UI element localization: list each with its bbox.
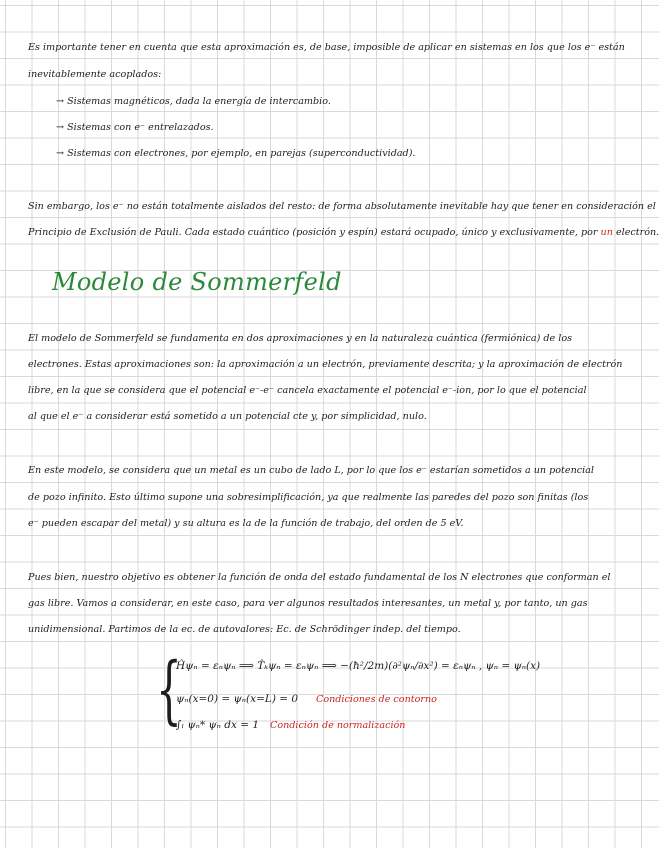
pauli-line-2-end: electrón. [612,227,659,238]
boundary-conditions-equation: ψₙ(x=0) = ψₙ(x=L) = 0 [176,693,299,705]
para1-line-2: electrones. Estas aproximaciones son: la aproximación a un electrón, previamente descrita; y la aproximación de electrón [28,359,623,370]
normalization-equation: ∫ₗ ψₙ* ψₙ dx = 1 [176,719,260,731]
bullet-entangled: → Sistemas con e⁻ entrelazados. [56,122,214,133]
section-title: Modelo de Sommerfeld [52,268,342,296]
normalization-label: Condición de normalización [270,720,406,731]
equation-brace: { [156,647,182,733]
pauli-highlight: un [600,227,613,238]
pauli-line-1: Sin embargo, los e⁻ no están totalmente aislados del resto: de forma absolutamente inevitable hay que tener en consideración el [28,201,656,212]
para1-line-4: al que el e⁻ a considerar está sometido a un potencial cte y, por simplicidad, nulo. [28,411,427,422]
para3-line-1: Pues bien, nuestro objetivo es obtener la función de onda del estado fundamental de los N electrones que conforman el [28,572,611,583]
bullet-magnetic: → Sistemas magnéticos, dada la energía de intercambio. [56,96,331,107]
intro-line-2: inevitablemente acoplados: [28,69,162,80]
pauli-line-2-text: Principio de Exclusión de Pauli. Cada estado cuántico (posición y espín) estará ocupado, único y exclusivamente, por [28,227,601,238]
para2-line-2: de pozo infinito. Esto último supone una sobresimplificación, ya que realmente las paredes del pozo son finitas (los [28,492,589,503]
boundary-conditions-label: Condiciones de contorno [316,694,437,705]
bullet-superconductivity: → Sistemas con electrones, por ejemplo, en parejas (superconductividad). [56,148,416,159]
para1-line-1: El modelo de Sommerfeld se fundamenta en dos aproximaciones y en la naturaleza cuántica (fermiónica) de los [28,333,573,344]
para1-line-3: libre, en la que se considera que el potencial e⁻-e⁻ cancela exactamente el potencial e⁻-ion, por lo que el potencial [28,385,587,396]
pauli-line-2 [28,227,659,239]
para3-line-2: gas libre. Vamos a considerar, en este caso, para ver algunos resultados interesantes, un metal y, por tanto, un gas [28,598,588,609]
intro-line-1: Es importante tener en cuenta que esta aproximación es, de base, imposible de aplicar en sistemas en los que los e⁻ están [28,42,625,53]
para3-line-3: unidimensional. Partimos de la ec. de autovalores: Ec. de Schrödinger indep. del tiempo. [28,624,461,635]
schrodinger-equation: Ĥψₙ = εₙψₙ ⟹ T̂ₖψₙ = εₙψₙ ⟹ −(ħ²/2m)(∂²ψₙ/∂x²) = εₙψₙ , ψₙ = ψₙ(x) [176,660,541,672]
para2-line-1: En este modelo, se considera que un metal es un cubo de lado L, por lo que los e⁻ estarían sometidos a un potencial [28,465,594,476]
para2-line-3: e⁻ pueden escapar del metal) y su altura es la de la función de trabajo, del orden de 5 eV. [28,518,464,529]
